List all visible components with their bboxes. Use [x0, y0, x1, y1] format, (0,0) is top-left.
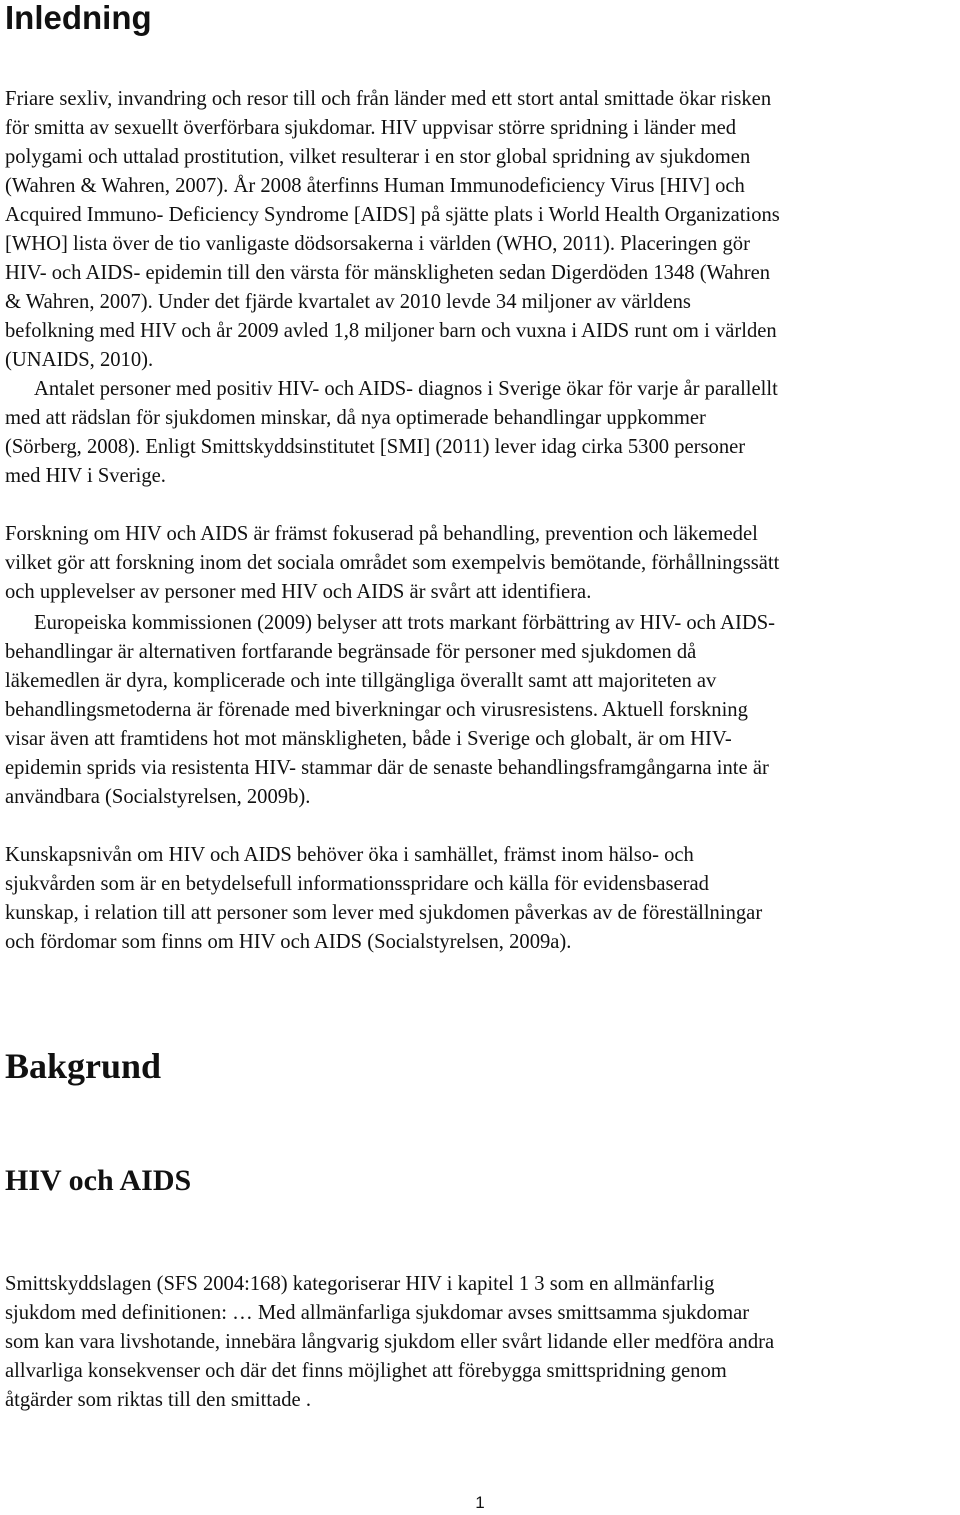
paragraph-line: Forskning om HIV och AIDS är främst fokuserad på behandling, prevention och läkemedel — [5, 523, 758, 545]
paragraph-line: användbara (Socialstyrelsen, 2009b). — [5, 786, 311, 808]
paragraph-line: vilket gör att forskning inom det sociala området som exempelvis bemötande, förhållningssätt — [5, 552, 780, 574]
forskning-paragraph — [5, 520, 957, 607]
paragraph-line: åtgärder som riktas till den smittade . — [5, 1389, 311, 1411]
paragraph-line: & Wahren, 2007). Under det fjärde kvartalet av 2010 levde 34 miljoner av världens — [5, 291, 691, 313]
kunskap-paragraph — [5, 841, 957, 957]
paragraph-line: läkemedlen är dyra, komplicerade och inte tillgängliga överallt samt att majoriteten av — [5, 670, 717, 692]
paragraph-line: behandlingar är alternativen fortfarande begränsade för personer med sjukdomen då — [5, 641, 697, 663]
paragraph-line: med att rädslan för sjukdomen minskar, då nya optimerade behandlingar uppkommer — [5, 407, 706, 429]
paragraph-line: [WHO] lista över de tio vanligaste dödsorsakerna i världen (WHO, 2011). Placeringen gör — [5, 233, 750, 255]
paragraph-line: sjukvården som är en betydelsefull informationsspridare och källa för evidensbaserad — [5, 873, 709, 895]
paragraph-line: som kan vara livshotande, innebära långvarig sjukdom eller svårt lidande eller medföra andra — [5, 1331, 775, 1353]
paragraph-line: Friare sexliv, invandring och resor till och från länder med ett stort antal smittade ökar risken — [5, 88, 772, 110]
paragraph-line: (Wahren & Wahren, 2007). År 2008 återfinns Human Immunodeficiency Virus [HIV] och — [5, 175, 745, 197]
paragraph-line: och upplevelser av personer med HIV och AIDS är svårt att identifiera. — [5, 581, 592, 603]
paragraph-line: för smitta av sexuellt överförbara sjukdomar. HIV uppvisar större spridning i länder med — [5, 117, 737, 139]
paragraph-line: Smittskyddslagen (SFS 2004:168) kategoriserar HIV i kapitel 1 3 som en allmänfarlig — [5, 1273, 715, 1295]
heading-hiv-och-aids: HIV och AIDS — [5, 1164, 192, 1197]
paragraph-line: med HIV i Sverige. — [5, 465, 166, 487]
paragraph-line: allvarliga konsekvenser och där det finns möjlighet att förebygga smittspridning genom — [5, 1360, 727, 1382]
paragraph-line: epidemin sprids via resistenta HIV- stammar där de senaste behandlingsframgångarna inte är — [5, 757, 769, 779]
intro-paragraph — [5, 85, 957, 375]
paragraph-line: behandlingsmetoderna är förenade med biverkningar och virusresistens. Aktuell forskning — [5, 699, 748, 721]
europeiska-paragraph — [5, 609, 957, 812]
heading-inledning: Inledning — [5, 0, 152, 36]
paragraph-line: Acquired Immuno- Deficiency Syndrome [AIDS] på sjätte plats i World Health Organizations — [5, 204, 780, 226]
paragraph-line: sjukdom med definitionen: … Med allmänfarliga sjukdomar avses smittsamma sjukdomar — [5, 1302, 750, 1324]
paragraph-line: (Sörberg, 2008). Enligt Smittskyddsinstitutet [SMI] (2011) lever idag cirka 5300 personer — [5, 436, 746, 458]
heading-bakgrund: Bakgrund — [5, 1046, 162, 1086]
page-number: 1 — [475, 1493, 485, 1512]
paragraph-line: visar även att framtidens hot mot mänskligheten, både i Sverige och globalt, är om HIV- — [5, 728, 732, 750]
paragraph-line: Kunskapsnivån om HIV och AIDS behöver öka i samhället, främst inom hälso- och — [5, 844, 694, 866]
smittskydd-paragraph — [5, 1270, 957, 1415]
paragraph-line: kunskap, i relation till att personer som lever med sjukdomen påverkas av de föreställningar — [5, 902, 763, 924]
paragraph-line: HIV- och AIDS- epidemin till den värsta för mänskligheten sedan Digerdöden 1348 (Wahren — [5, 262, 771, 284]
paragraph-line: (UNAIDS, 2010). — [5, 349, 154, 371]
paragraph-line: Antalet personer med positiv HIV- och AIDS- diagnos i Sverige ökar för varje år parallellt — [34, 378, 778, 400]
paragraph-line: och fördomar som finns om HIV och AIDS (Socialstyrelsen, 2009a). — [5, 931, 572, 953]
paragraph-line: Europeiska kommissionen (2009) belyser att trots markant förbättring av HIV- och AIDS- — [34, 612, 776, 634]
paragraph-line: befolkning med HIV och år 2009 avled 1,8 miljoner barn och vuxna i AIDS runt om i världen — [5, 320, 777, 342]
paragraph-line: polygami och uttalad prostitution, vilket resulterar i en stor global spridning av sjukdomen — [5, 146, 751, 168]
antalet-paragraph — [5, 375, 957, 491]
